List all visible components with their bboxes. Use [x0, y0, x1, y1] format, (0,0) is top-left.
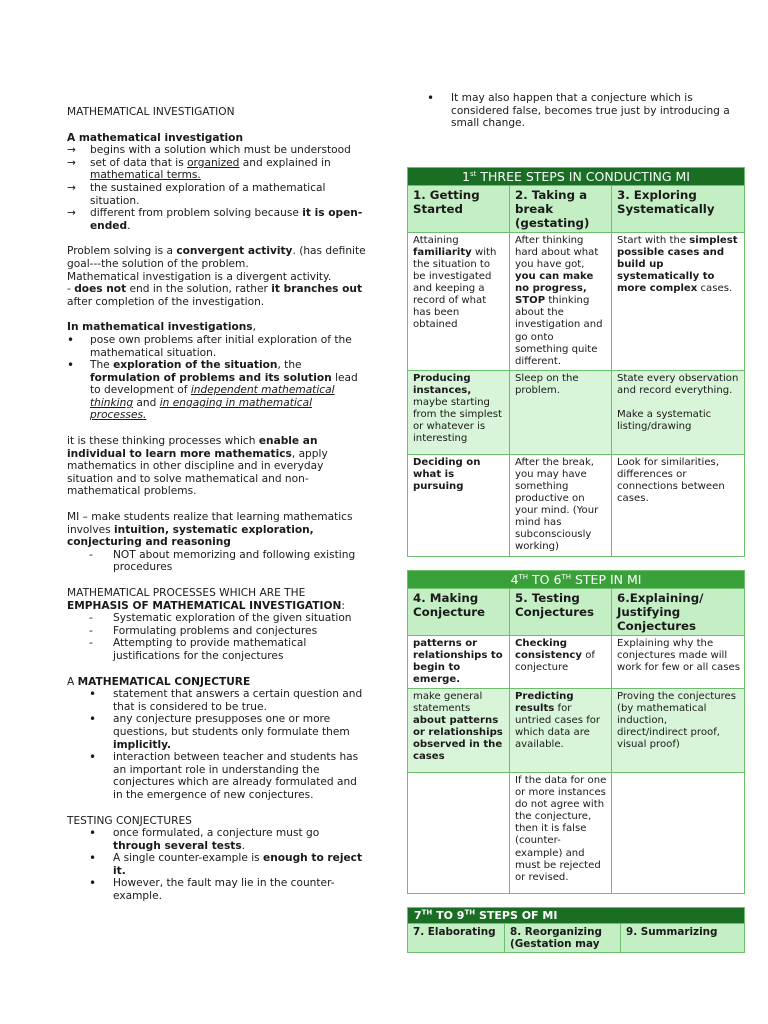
- table-cell: [612, 772, 745, 893]
- steps-1-3-table: [407, 167, 745, 557]
- list-item: • However, the fault may lie in the counter-example.: [67, 877, 367, 902]
- doc-title: MATHEMATICAL INVESTIGATION: [67, 106, 235, 118]
- list-item: - Systematic exploration of the given situation: [67, 612, 367, 625]
- table-cell: Sleep on the problem.: [510, 370, 612, 454]
- column-header: 9. Summarizing: [621, 923, 745, 952]
- list-item: • A single counter-example is enough to reject it.: [67, 852, 367, 877]
- column-header: 8. Reorganizing (Gestation may: [505, 923, 621, 952]
- table-cell: Producing instances, maybe starting from the simplest or whatever is interesting: [408, 370, 510, 454]
- divergent-para: Mathematical investigation is a divergent activity.: [67, 270, 332, 283]
- column-header: 7. Elaborating: [408, 923, 505, 952]
- conjecture-heading: A MATHEMATICAL CONJECTURE: [67, 675, 251, 688]
- mi-heading: A mathematical investigation: [67, 131, 244, 144]
- list-item: • interaction between teacher and students has an important role in understanding the conjectures which are already formulated and in the emergence of new conjectures.: [67, 751, 367, 801]
- table-cell: [408, 772, 510, 893]
- table-cell: State every observation and record everything. Make a systematic listing/drawing: [612, 370, 745, 454]
- table-header: 1st THREE STEPS IN CONDUCTING MI: [408, 167, 745, 185]
- column-header: 4. Making Conjecture: [408, 588, 510, 635]
- table-cell: make general statements about patterns or relationships observed in the cases: [408, 688, 510, 772]
- branches-para: - does not end in the solution, rather it branches out after completion of the investigation.: [67, 283, 363, 308]
- mi-make-para: MI – make students realize that learning mathematics involves intuition, systematic exploration, conjecturing and reasoning: [67, 511, 353, 549]
- list-item: - Attempting to provide mathematical justifications for the conjectures: [67, 637, 367, 662]
- table-cell: If the data for one or more instances do not agree with the conjecture, then it is false (counter-example) and must be rejected or revised.: [510, 772, 612, 893]
- list-item: • once formulated, a conjecture must go through several tests.: [67, 827, 367, 852]
- table-cell: Checking consistency of conjecture: [510, 635, 612, 688]
- table-cell: After thinking hard about what you have got, you can make no progress, STOP thinking about the investigation and go onto something quite different.: [510, 232, 612, 370]
- list-item: → the sustained exploration of a mathematical situation.: [67, 182, 367, 207]
- column-header: 2. Taking a break (gestating): [510, 185, 612, 232]
- list-item: • any conjecture presupposes one or more questions, but students only formulate them implicitly.: [67, 713, 367, 751]
- processes-list: [67, 612, 367, 662]
- list-item: - NOT about memorizing and following existing procedures: [67, 549, 367, 574]
- testing-list: [67, 827, 367, 903]
- table-header: 7TH TO 9TH STEPS OF MI: [408, 907, 745, 923]
- conjecture-list: [67, 688, 367, 801]
- column-header: 3. Exploring Systematically: [612, 185, 745, 232]
- table-cell: After the break, you may have something productive on your mind. (Your mind has subconsciously working): [510, 454, 612, 556]
- small-change-bullet: • It may also happen that a conjecture which is considered false, becomes true just by introducing a small change.: [405, 92, 745, 130]
- table-cell: Deciding on what is pursuing: [408, 454, 510, 556]
- table-cell: Proving the conjectures (by mathematical induction, direct/indirect proof, visual proof): [612, 688, 745, 772]
- mi-make-list: [67, 549, 367, 574]
- list-item: • pose own problems after initial exploration of the mathematical situation.: [67, 334, 367, 359]
- table-cell: Explaining why the conjectures made will work for few or all cases: [612, 635, 745, 688]
- table-header: 4TH TO 6TH STEP IN MI: [408, 570, 745, 588]
- table-cell: Attaining familiarity with the situation to be investigated and keeping a record of what has been obtained: [408, 232, 510, 370]
- problem-solving-para: Problem solving is a convergent activity. (has definite goal---the solution of the problem.: [67, 245, 366, 270]
- mi-definition-list: [67, 144, 367, 232]
- table-cell: Look for similarities, differences or connections between cases.: [612, 454, 745, 556]
- list-item: • The exploration of the situation, the formulation of problems and its solution lead to development of independent mathematical thinking and in engaging in mathematical processes.: [67, 359, 367, 422]
- thinking-para: it is these thinking processes which enable an individual to learn more mathematics, apply mathematics in other discipline and in everyday situation and to solve mathematical and non-mathematical problems.: [67, 435, 328, 498]
- in-mi-list: [67, 334, 367, 422]
- table-cell: patterns or relationships to begin to emerge.: [408, 635, 510, 688]
- in-mi-heading: In mathematical investigations,: [67, 321, 256, 334]
- column-header: 5. Testing Conjectures: [510, 588, 612, 635]
- list-item: → set of data that is organized and explained in mathematical terms.: [67, 157, 367, 182]
- steps-7-9-table: [407, 907, 745, 953]
- list-item: • statement that answers a certain question and that is considered to be true.: [67, 688, 367, 713]
- list-item: → different from problem solving because it is open-ended.: [67, 207, 367, 232]
- right-column: [405, 92, 745, 953]
- steps-4-6-table: [407, 570, 745, 894]
- column-header: 1. Getting Started: [408, 185, 510, 232]
- list-item: - Formulating problems and conjectures: [67, 625, 367, 638]
- table-cell: Start with the simplest possible cases and build up systematically to more complex cases.: [612, 232, 745, 370]
- table-cell: Predicting results for untried cases for which data are available.: [510, 688, 612, 772]
- list-item: → begins with a solution which must be understood: [67, 144, 367, 157]
- left-column: [67, 106, 367, 903]
- column-header: 6.Explaining/ Justifying Conjectures: [612, 588, 745, 635]
- processes-heading: MATHEMATICAL PROCESSES WHICH ARE THE EMPHASIS OF MATHEMATICAL INVESTIGATION:: [67, 587, 345, 612]
- testing-heading: TESTING CONJECTURES: [67, 814, 192, 827]
